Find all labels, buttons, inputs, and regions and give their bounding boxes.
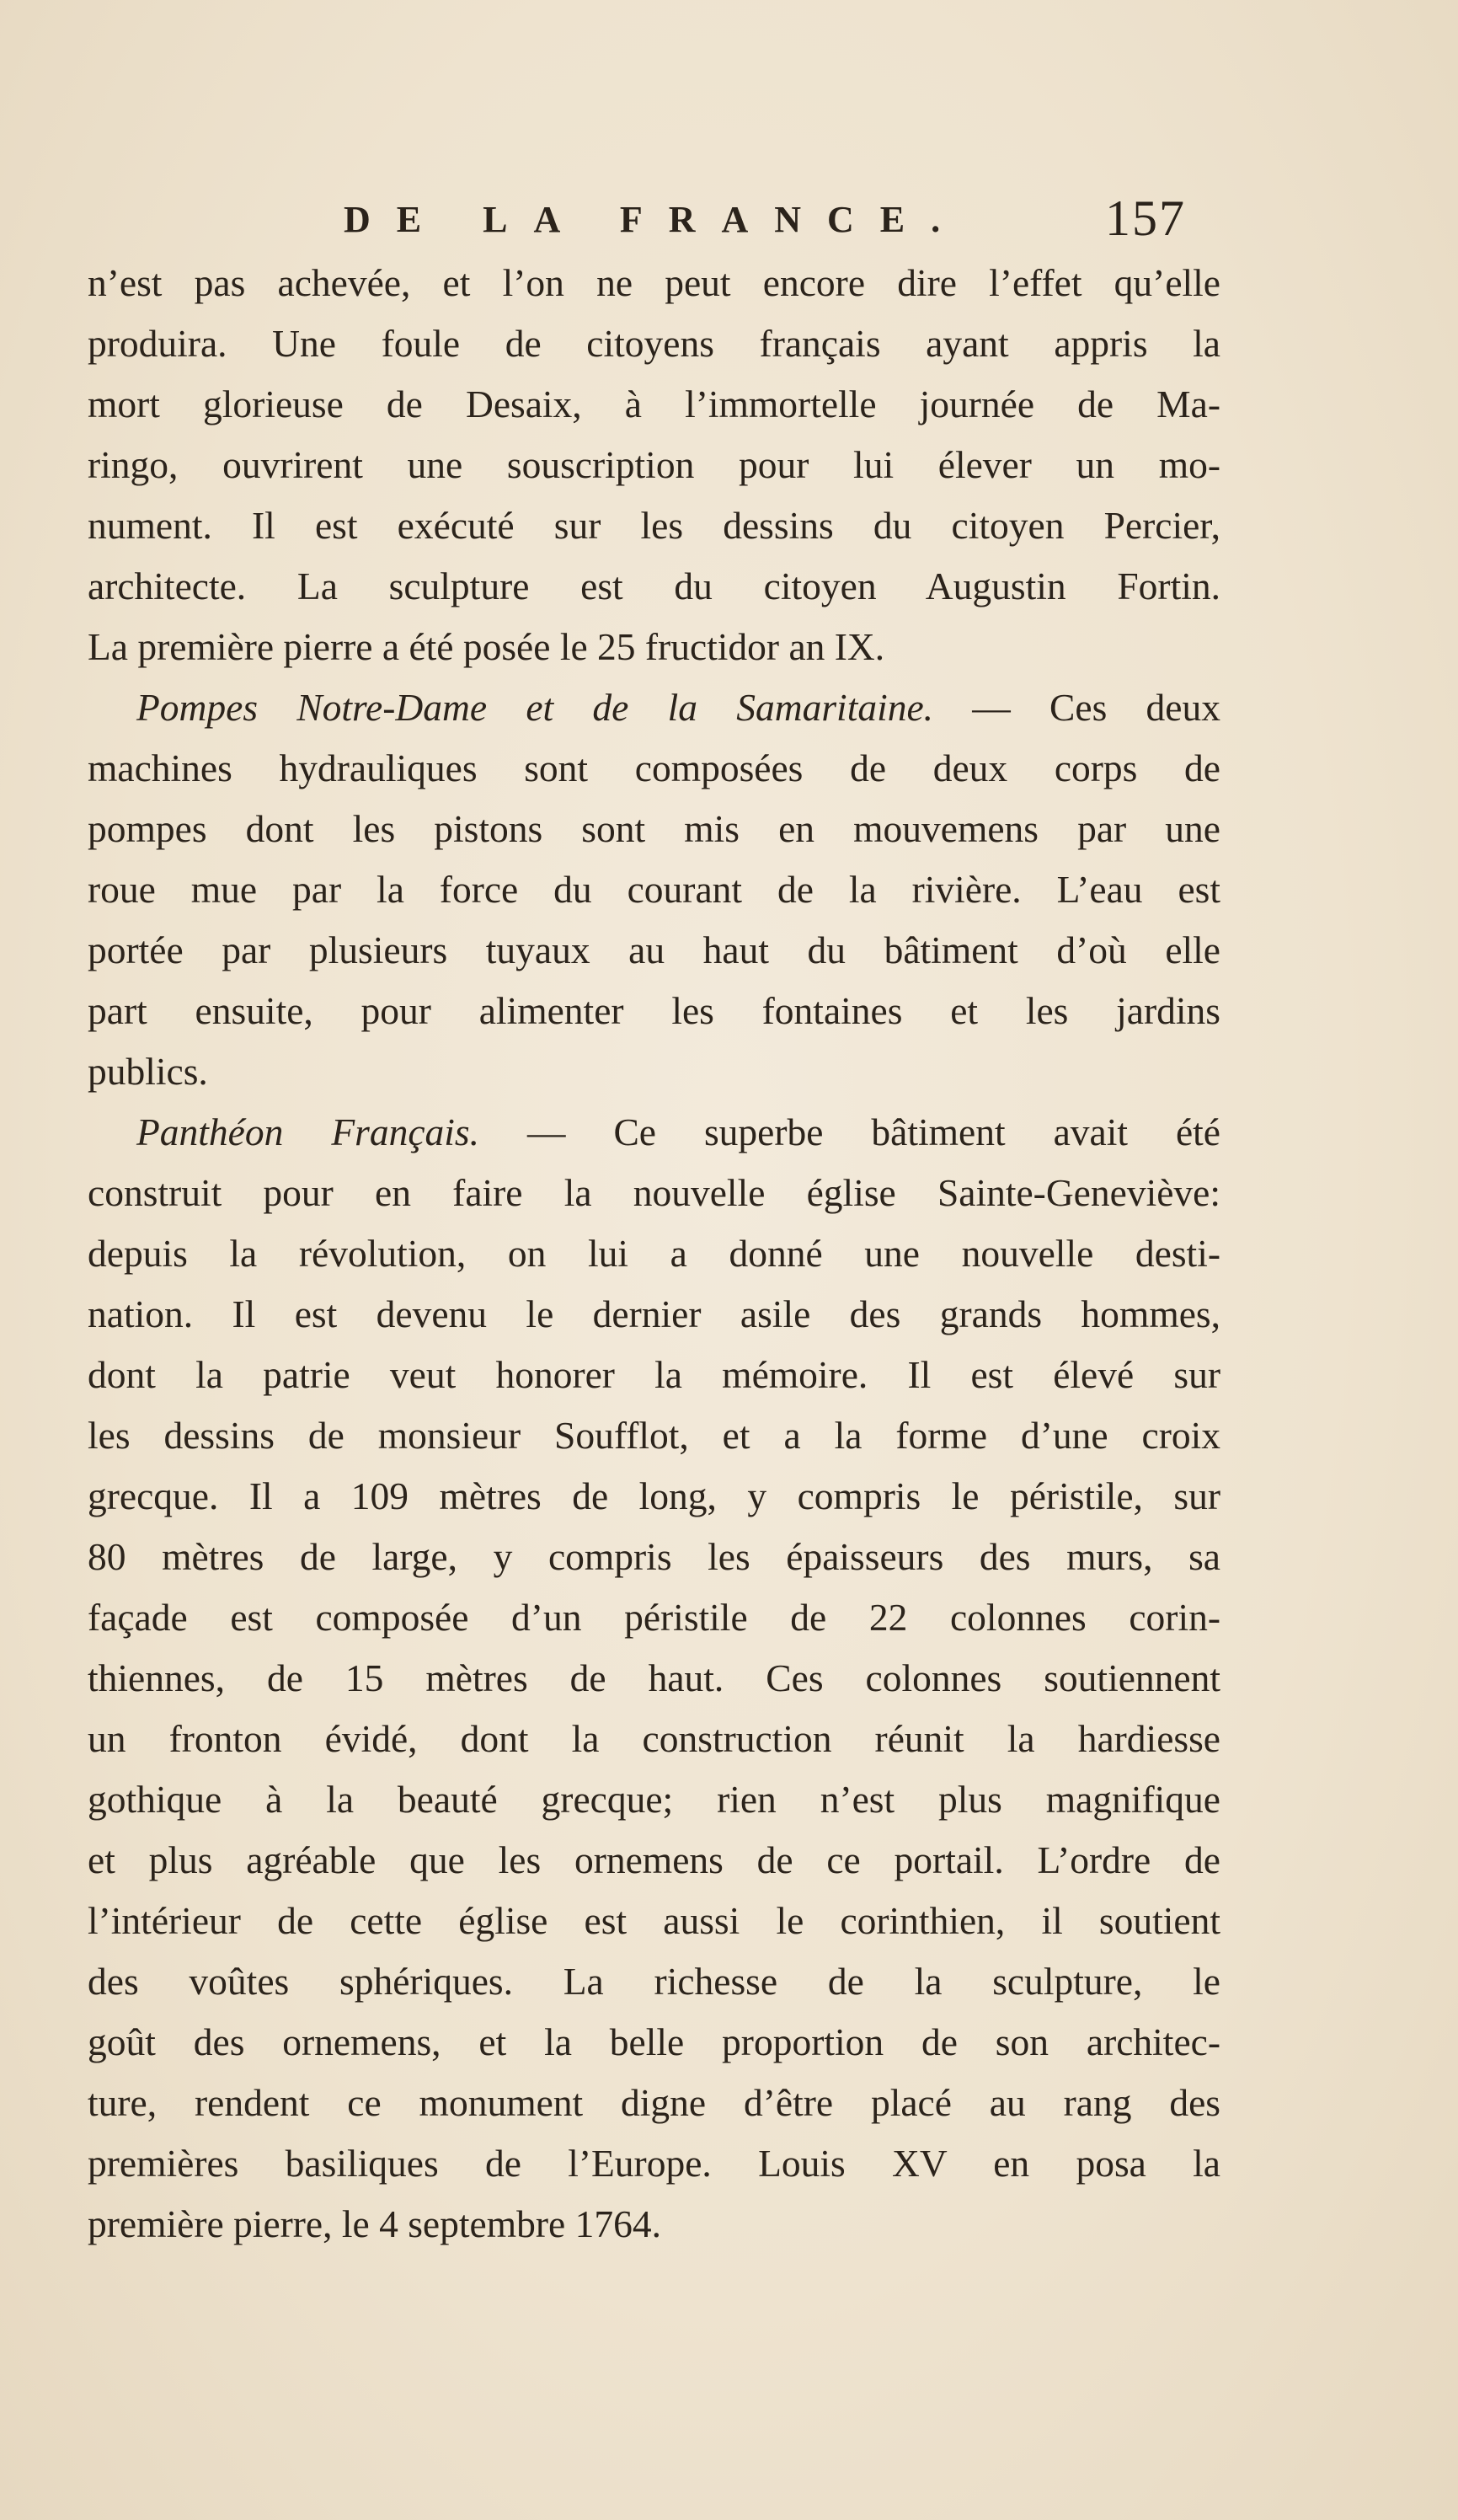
text-line: portée par plusieurs tuyaux au haut du bâtiment d’où elle bbox=[88, 928, 1220, 971]
text-line: 80 mètres de large, y compris les épaisseurs des murs, sa bbox=[88, 1535, 1220, 1578]
text-line: façade est composée d’un péristile de 22 colonnes corin- bbox=[88, 1596, 1220, 1639]
body-text bbox=[88, 253, 1220, 2255]
heading-rest: — Ce superbe bâtiment avait été bbox=[479, 1110, 1220, 1153]
text-line: gothique à la beauté grecque; rien n’est plus magnifique bbox=[88, 1778, 1220, 1821]
text-line: depuis la révolution, on lui a donné une nouvelle desti- bbox=[88, 1232, 1220, 1275]
text-line: part ensuite, pour alimenter les fontaines et les jardins bbox=[88, 989, 1220, 1032]
text-line: publics. bbox=[88, 1050, 208, 1093]
text-line: nument. Il est exécuté sur les dessins du citoyen Percier, bbox=[88, 504, 1220, 547]
text-line: et plus agréable que les ornemens de ce portail. L’ordre de bbox=[88, 1838, 1220, 1881]
text-line: dont la patrie veut honorer la mémoire. Il est élevé sur bbox=[88, 1353, 1220, 1396]
running-head bbox=[344, 190, 1186, 249]
text-line: La première pierre a été posée le 25 fructidor an IX. bbox=[88, 625, 885, 668]
text-line: ringo, ouvrirent une souscription pour lui élever un mo- bbox=[88, 443, 1220, 486]
text-line: thiennes, de 15 mètres de haut. Ces colonnes soutiennent bbox=[88, 1656, 1220, 1699]
text-line: première pierre, le 4 septembre 1764. bbox=[88, 2202, 661, 2245]
text-line: premières basiliques de l’Europe. Louis XV en posa la bbox=[88, 2142, 1220, 2185]
text-line: ture, rendent ce monument digne d’être placé au rang des bbox=[88, 2081, 1220, 2124]
text-line: grecque. Il a 109 mètres de long, y compris le péristile, sur bbox=[88, 1474, 1220, 1517]
text-line: les dessins de monsieur Soufflot, et a la forme d’une croix bbox=[88, 1414, 1220, 1457]
text-line: nation. Il est devenu le dernier asile des grands hommes, bbox=[88, 1292, 1220, 1335]
text-line: un fronton évidé, dont la construction réunit la hardiesse bbox=[88, 1717, 1220, 1760]
text-line: mort glorieuse de Desaix, à l’immortelle journée de Ma- bbox=[88, 383, 1220, 425]
running-title: DE LA FRANCE. bbox=[344, 199, 967, 240]
heading-rest: — Ces deux bbox=[933, 686, 1220, 729]
text-line: n’est pas achevée, et l’on ne peut encore dire l’effet qu’elle bbox=[88, 261, 1220, 304]
paragraph-heading: Panthéon Français. bbox=[136, 1110, 480, 1153]
text-line: goût des ornemens, et la belle proportion de son architec- bbox=[88, 2020, 1220, 2063]
paragraph-heading: Pompes Notre-Dame et de la Samaritaine. bbox=[136, 686, 934, 729]
text-line: architecte. La sculpture est du citoyen Augustin Fortin. bbox=[88, 564, 1220, 607]
text-line: machines hydrauliques sont composées de deux corps de bbox=[88, 746, 1220, 789]
text-line: des voûtes sphériques. La richesse de la sculpture, le bbox=[88, 1960, 1220, 2003]
text-line: produira. Une foule de citoyens français ayant appris la bbox=[88, 322, 1220, 365]
paragraph-heading-line bbox=[88, 677, 1220, 738]
paragraph-heading-line bbox=[88, 1102, 1220, 1163]
page-number: 157 bbox=[1105, 190, 1186, 246]
text-line: l’intérieur de cette église est aussi le corinthien, il soutient bbox=[88, 1899, 1220, 1942]
text-line: construit pour en faire la nouvelle église Sainte-Geneviève: bbox=[88, 1171, 1220, 1214]
text-line: roue mue par la force du courant de la rivière. L’eau est bbox=[88, 868, 1220, 911]
text-line: pompes dont les pistons sont mis en mouvemens par une bbox=[88, 807, 1220, 850]
